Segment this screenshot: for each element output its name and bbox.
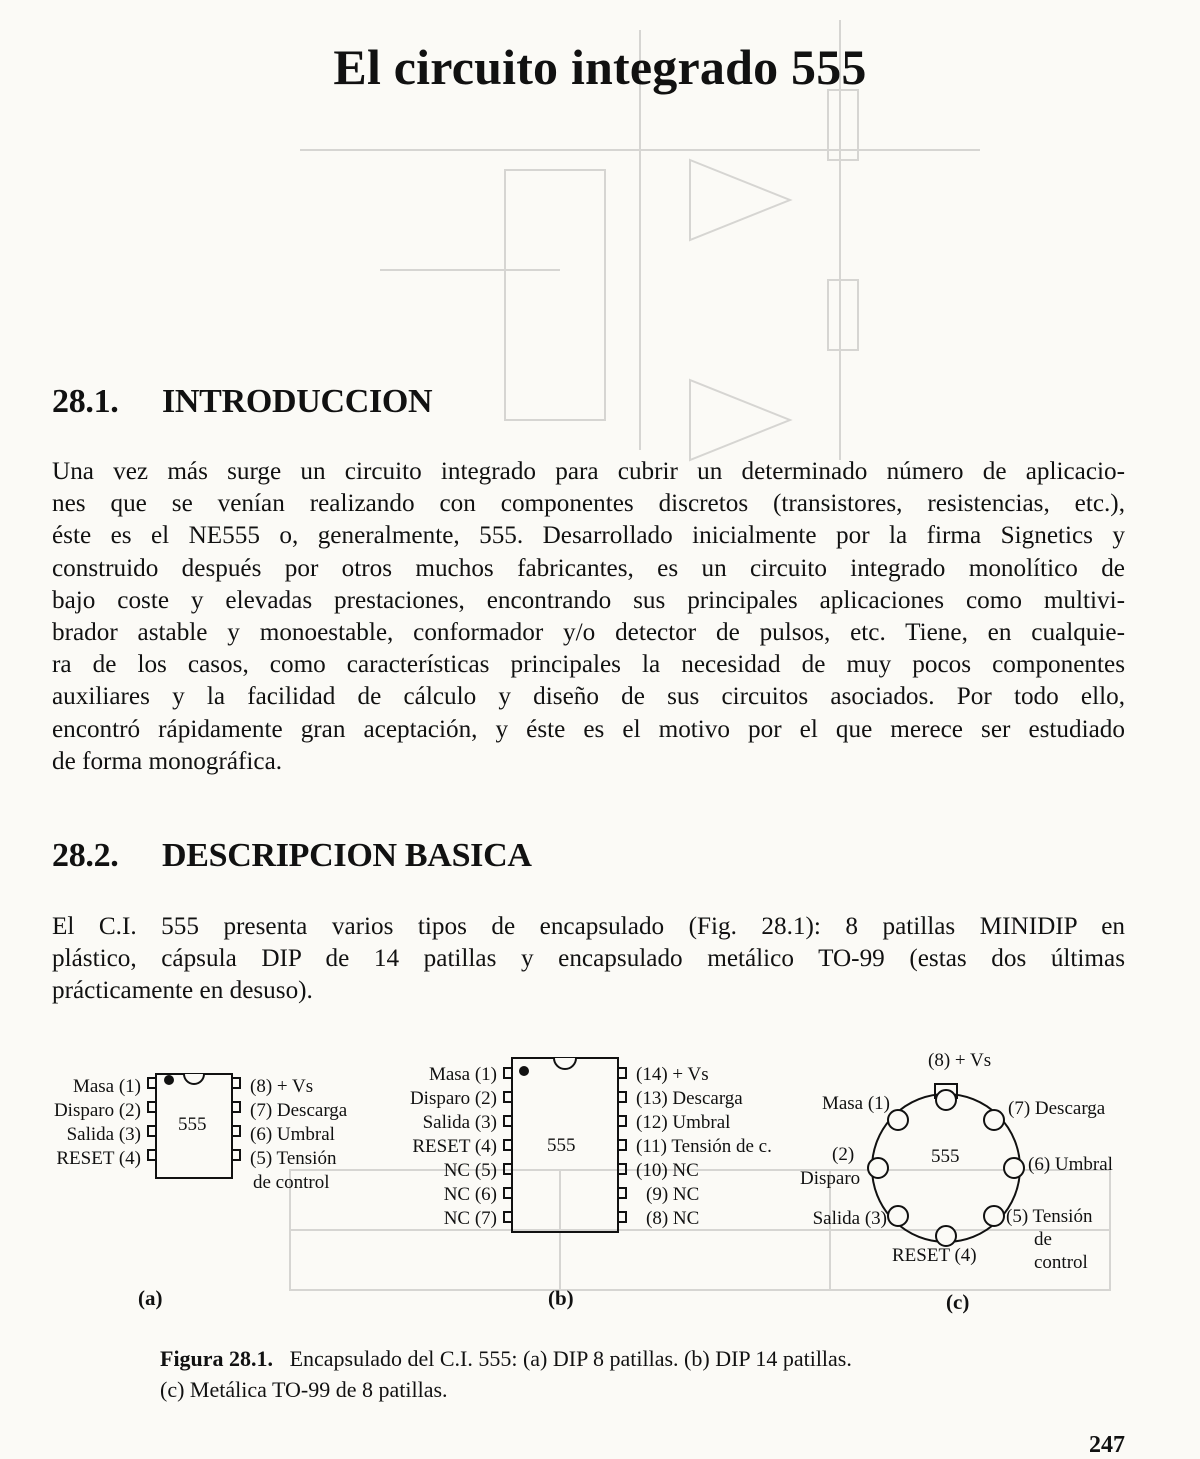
caption-line (160, 1343, 852, 1374)
to99-pin-label: (2) (832, 1144, 855, 1165)
dip8-pin (148, 1078, 156, 1088)
dip8-chip-label: 555 (178, 1114, 207, 1135)
dip14-pin (504, 1068, 512, 1078)
text-line: éste es el NE555 o, generalmente, 555. Desarrollado inicialmente por la firma Signetics y (52, 522, 1125, 550)
to99-pin-label: control (1034, 1252, 1088, 1273)
dip14-pin (618, 1068, 626, 1078)
dip14-pin (618, 1092, 626, 1102)
dip8-pin (148, 1150, 156, 1160)
dip14-notch (554, 1058, 576, 1069)
dip8-notch (184, 1074, 204, 1084)
text-line: bajo coste y elevadas prestaciones, encontrando sus principales aplicaciones como multivi- (52, 586, 1125, 614)
dip8-pin-label: Disparo (2) (53, 1100, 141, 1121)
to99-pin-label: de (1034, 1229, 1052, 1250)
section-heading-introduccion (52, 383, 432, 421)
to99-pin-label: Disparo (800, 1168, 861, 1189)
to99-pin (888, 1110, 908, 1130)
dip8-pin-label: Salida (3) (66, 1124, 141, 1145)
to99-pin-label: (8) + Vs (928, 1050, 992, 1071)
to99-pin-label: Salida (3) (812, 1208, 887, 1229)
figure-28-1 (0, 1040, 1200, 1340)
to99-pin (888, 1206, 908, 1226)
to99-pin (984, 1110, 1004, 1130)
dip8-pin-label: de control (253, 1172, 330, 1193)
text-line: de forma monográfica. (52, 747, 283, 775)
to99-pin-label: RESET (4) (892, 1245, 977, 1266)
dip14-pin (504, 1140, 512, 1150)
dip14-pin-label: Masa (1) (428, 1064, 497, 1085)
dip14-pin (504, 1092, 512, 1102)
figure-caption (160, 1343, 852, 1405)
text-line: Una vez más surge un circuito integrado para cubrir un determinado número de aplicacio- (52, 458, 1125, 485)
to99-pin (984, 1206, 1004, 1226)
dip8-pin-label: RESET (4) (56, 1148, 141, 1169)
caption-text: Encapsulado del C.I. 555: (a) DIP 8 patillas. (b) DIP 14 patillas. (289, 1346, 852, 1371)
dip14-pin1-dot (519, 1066, 529, 1076)
dip8-pin (232, 1078, 240, 1088)
dip8-pin-label: (5) Tensión (250, 1148, 337, 1169)
dip14-pin-label: Disparo (2) (409, 1088, 497, 1109)
caption-figure-number: Figura 28.1. (160, 1346, 274, 1371)
text-line: brador astable y monoestable, conformador y/o detector de pulsos, etc. Tiene, en cualquie- (52, 619, 1125, 647)
dip14-pin (618, 1164, 626, 1174)
text-line: nes que se venían realizando con componentes discretos (transistores, resistencias, etc.), (52, 490, 1125, 518)
package-drawings (0, 1040, 1200, 1340)
to99-pin (936, 1226, 956, 1246)
dip14-pin (504, 1212, 512, 1222)
dip8-pin (232, 1126, 240, 1136)
dip14-pin-label: NC (7) (443, 1208, 497, 1229)
dip14-pin (618, 1140, 626, 1150)
subfigure-label-a: (a) (138, 1286, 163, 1310)
dip14-pin-label: (9) NC (646, 1184, 700, 1205)
dip8-pin1-dot (164, 1075, 174, 1085)
dip14-pin-label: (10) NC (636, 1160, 699, 1181)
section-title: INTRODUCCION (162, 383, 433, 420)
to99-pin-label: (7) Descarga (1008, 1098, 1106, 1119)
section-number: 28.2. (52, 837, 119, 874)
dip14-chip-label: 555 (547, 1135, 576, 1156)
dip14-pin-label: (13) Descarga (636, 1088, 743, 1109)
dip14-pin (618, 1212, 626, 1222)
dip8-pin-label: (6) Umbral (250, 1124, 335, 1145)
text-line: prácticamente en desuso). (52, 977, 313, 1005)
dip14-pin-label: NC (6) (443, 1184, 497, 1205)
caption-text: (c) Metálica TO-99 de 8 patillas. (160, 1377, 448, 1402)
text-line: El C.I. 555 presenta varios tipos de encapsulado (Fig. 28.1): 8 patillas MINIDIP en (52, 913, 1125, 940)
dip8-pin (148, 1126, 156, 1136)
dip14-pin (504, 1188, 512, 1198)
intro-paragraph (52, 456, 1125, 778)
to99-pin-label: Masa (1) (821, 1093, 890, 1114)
dip14-pin (618, 1116, 626, 1126)
to99-pin-label: (6) Umbral (1028, 1154, 1113, 1175)
to99-pin (936, 1090, 956, 1110)
dip8-pin-label: Masa (1) (72, 1076, 141, 1097)
section-heading-descripcion (52, 837, 532, 875)
dip14-pin-label: (8) NC (646, 1208, 700, 1229)
dip14-pin-label: Salida (3) (422, 1112, 497, 1133)
dip8-pin (232, 1150, 240, 1160)
dip14-pin-label: (14) + Vs (636, 1064, 709, 1085)
dip14-pin-label: (12) Umbral (636, 1112, 731, 1133)
text-line: construido después por otros muchos fabricantes, es un circuito integrado monolítico de (52, 554, 1125, 582)
to99-pin (868, 1158, 888, 1178)
subfigure-label-b: (b) (548, 1286, 574, 1310)
to99-chip-label: 555 (931, 1146, 960, 1167)
section-title: DESCRIPCION BASICA (162, 837, 532, 874)
descripcion-paragraph (52, 911, 1125, 1008)
dip14-pin-label: (11) Tensión de c. (636, 1136, 772, 1157)
page-number: 247 (1089, 1432, 1125, 1458)
dip8-pin-label: (7) Descarga (250, 1100, 348, 1121)
dip8-pin (148, 1102, 156, 1112)
text-line: plástico, cápsula DIP de 14 patillas y encapsulado metálico TO-99 (estas dos últimas (52, 945, 1125, 973)
dip14-pin (504, 1164, 512, 1174)
subfigure-label-c: (c) (946, 1290, 970, 1314)
to99-pin-label: (5) Tensión (1006, 1206, 1093, 1227)
dip8-pin-label: (8) + Vs (250, 1076, 314, 1097)
dip14-pin-label: NC (5) (443, 1160, 497, 1181)
chapter-title: El circuito integrado 555 (333, 39, 867, 95)
dip14-pin (618, 1188, 626, 1198)
text-line: encontró rápidamente gran aceptación, y éste es el motivo por el que merece ser estudiado (52, 715, 1125, 743)
dip8-pin (232, 1102, 240, 1112)
dip14-pin-label: RESET (4) (412, 1136, 497, 1157)
section-number: 28.1. (52, 383, 119, 420)
text-line: ra de los casos, como características principales la necesidad de muy pocos componentes (52, 651, 1125, 679)
dip14-pin (504, 1116, 512, 1126)
text-line: auxiliares y la facilidad de cálculo y diseño de sus circuitos asociados. Por todo ello, (52, 683, 1125, 711)
to99-pin (1004, 1158, 1024, 1178)
